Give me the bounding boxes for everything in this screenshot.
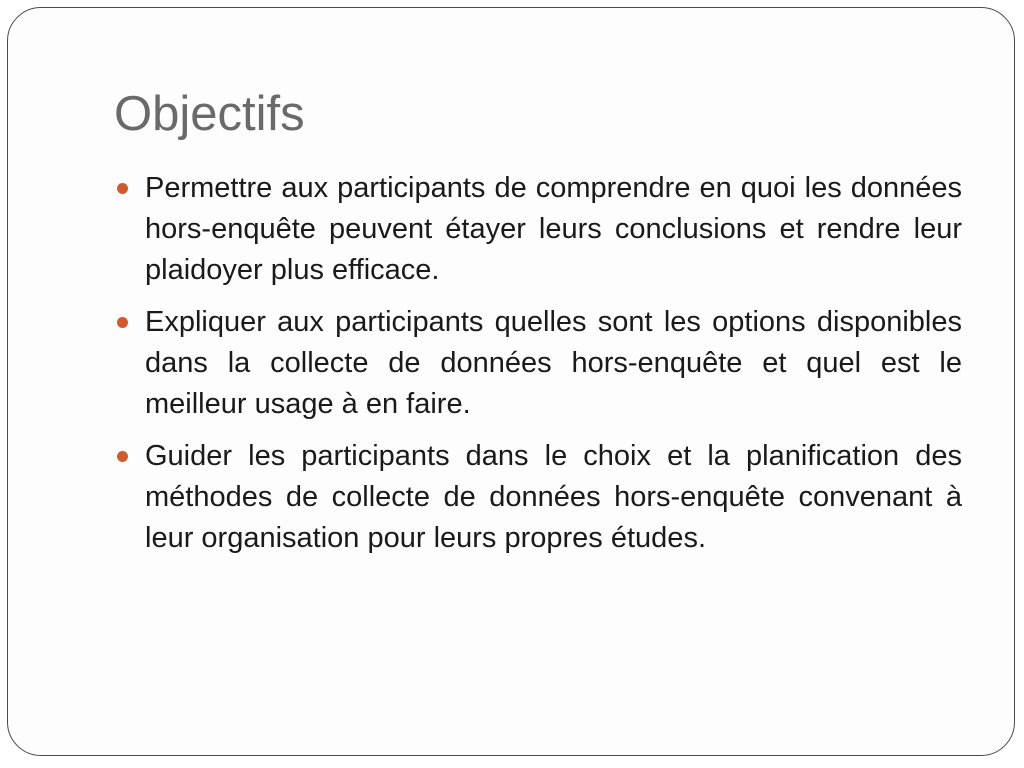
bullet-item [116,436,962,559]
slide-frame [7,7,1015,756]
bullet-dot-icon [117,451,128,462]
slide-title: Objectifs [114,87,305,141]
bullet-text: Guider les participants dans le choix et la planification des méthodes de collecte de données hors-enquête convenant à leur organisation pour leurs propres études. [145,440,962,554]
bullet-item [116,302,962,425]
bullet-dot-icon [117,317,128,328]
bullet-text: Permettre aux participants de comprendre en quoi les données hors-enquête peuvent étayer leurs conclusions et rendre leur plaidoyer plus efficace. [145,172,962,286]
bullet-dot-icon [117,183,128,194]
bullet-text: Expliquer aux participants quelles sont les options disponibles dans la collecte de données hors-enquête et quel est le meilleur usage à en faire. [145,306,962,420]
bullet-item [116,168,962,291]
bullet-list [116,168,962,570]
